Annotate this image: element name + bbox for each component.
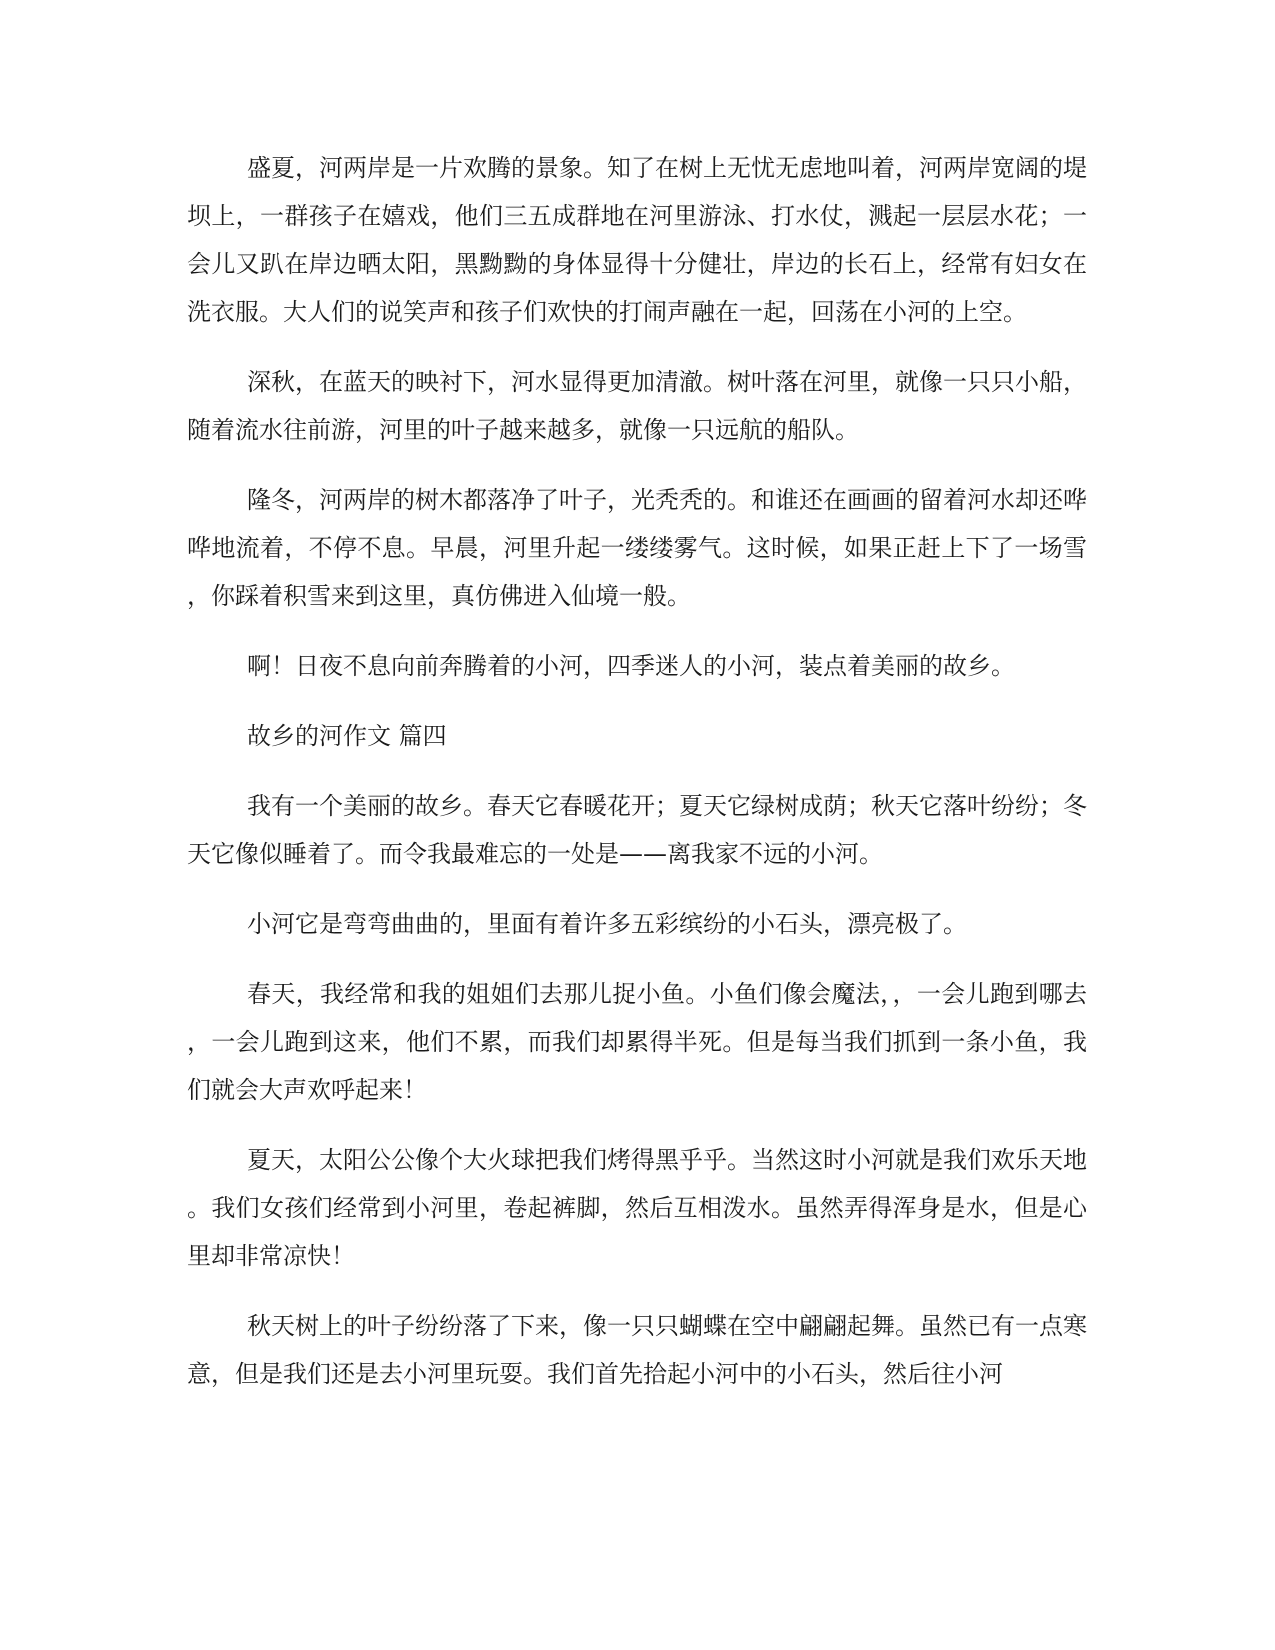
paragraph-river: 小河它是弯弯曲曲的，里面有着许多五彩缤纷的小石头，漂亮极了。 (247, 910, 967, 938)
paragraph-intro: 我有一个美丽的故乡。春天它春暖花开；夏天它绿树成荫；秋天它落叶纷纷；冬天它像似睡着了。而令我最难忘的一处是——离我家不远的小河。 (187, 792, 1087, 868)
paragraph-conclusion: 啊！日夜不息向前奔腾着的小河，四季迷人的小河，装点着美丽的故乡。 (247, 652, 1015, 680)
paragraph-summer-2: 夏天，太阳公公像个大火球把我们烤得黑乎乎。当然这时小河就是我们欢乐天地。我们女孩们经常到小河里，卷起裤脚，然后互相泼水。虽然弄得浑身是水，但是心里却非常凉快！ (187, 1146, 1087, 1270)
paragraph-spring: 春天，我经常和我的姐姐们去那儿捉小鱼。小鱼们像会魔法，，一会儿跑到哪去，一会儿跑到这来，他们不累，而我们却累得半死。但是每当我们抓到一条小鱼，我们就会大声欢呼起来！ (187, 980, 1087, 1104)
document-body (187, 144, 1087, 1420)
paragraph-summer: 盛夏，河两岸是一片欢腾的景象。知了在树上无忧无虑地叫着，河两岸宽阔的堤坝上，一群孩子在嬉戏，他们三五成群地在河里游泳、打水仗，溅起一层层水花；一会儿又趴在岸边晒太阳，黑黝黝的身体显得十分健壮，岸边的长石上，经常有妇女在洗衣服。大人们的说笑声和孩子们欢快的打闹声融在一起，回荡在小河的上空。 (187, 154, 1087, 326)
paragraph-winter: 隆冬，河两岸的树木都落净了叶子，光秃秃的。和谁还在画画的留着河水却还哗哗地流着，不停不息。早晨，河里升起一缕缕雾气。这时候，如果正赶上下了一场雪，你踩着积雪来到这里，真仿佛进入仙境一般。 (187, 486, 1087, 610)
section-heading: 故乡的河作文 篇四 (247, 722, 447, 750)
paragraph-autumn-2: 秋天树上的叶子纷纷落了下来，像一只只蝴蝶在空中翩翩起舞。虽然已有一点寒意，但是我们还是去小河里玩耍。我们首先拾起小河中的小石头，然后往小河 (187, 1312, 1087, 1388)
paragraph-autumn: 深秋，在蓝天的映衬下，河水显得更加清澈。树叶落在河里，就像一只只小船，随着流水往前游，河里的叶子越来越多，就像一只远航的船队。 (187, 368, 1087, 444)
